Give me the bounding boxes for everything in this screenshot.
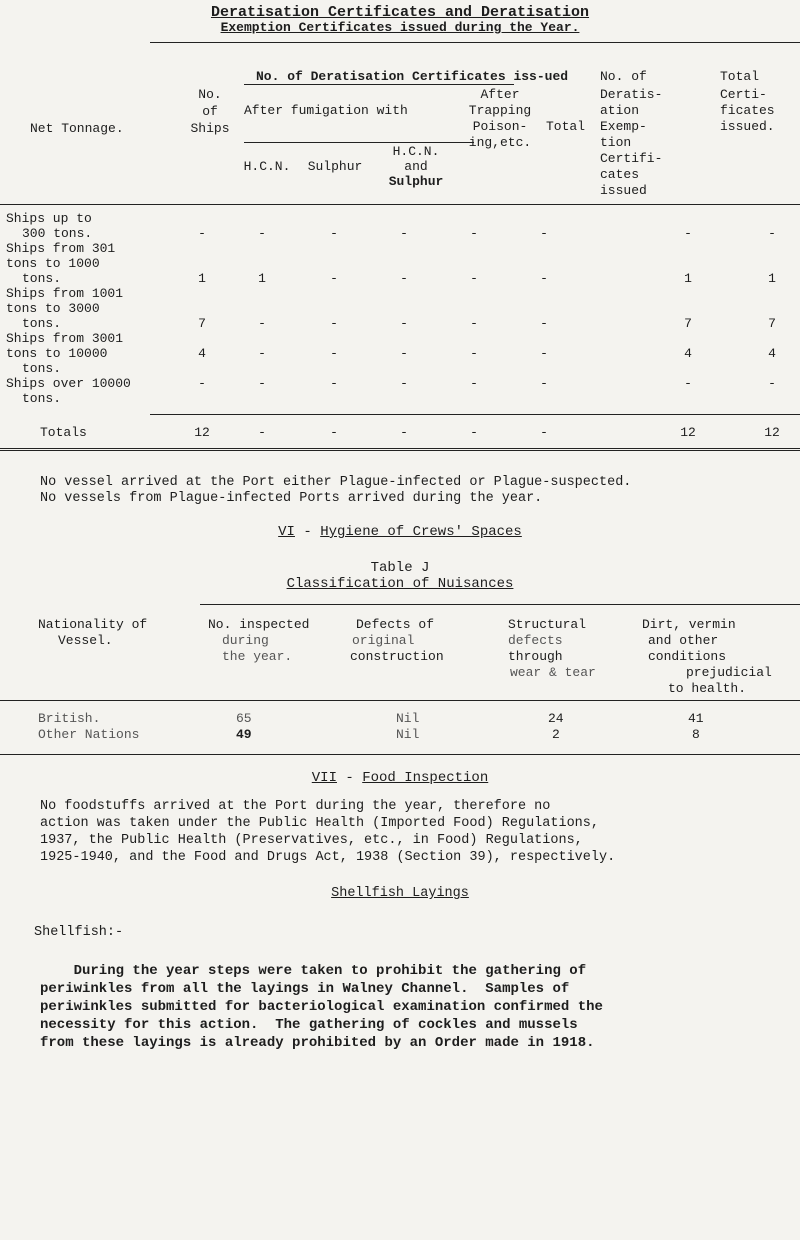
tj-nationality: Other Nations — [38, 727, 140, 742]
cell-hcn: - — [258, 226, 266, 241]
header-exemption-1: No. of — [600, 69, 647, 84]
header-bottom-rule — [0, 204, 800, 205]
cell-total-certificates: 1 — [768, 271, 776, 286]
cell-total: - — [540, 346, 548, 361]
cell-hcn: - — [258, 376, 266, 391]
tj-defects: Nil — [396, 711, 420, 726]
tj-header-inspected-3: the year. — [222, 649, 293, 664]
header-rule — [244, 142, 474, 143]
shellfish-paragraph-line: During the year steps were taken to prohibit the gathering of — [40, 963, 587, 979]
table-j-caption: Table J — [370, 560, 430, 576]
cell-exemption: 7 — [684, 316, 692, 331]
tj-dirt: 41 — [688, 711, 704, 726]
tj-header-inspected-1: No. inspected — [208, 617, 310, 632]
header-exemption-6: Certifi- — [600, 151, 663, 166]
total-ships: 12 — [194, 425, 210, 440]
row-label: Ships over 10000 — [6, 376, 131, 391]
tj-header-nationality-1: Nationality of — [38, 617, 148, 632]
row-label: Ships up to — [6, 211, 92, 226]
header-group-title: No. of Deratisation Certificates iss-ued — [256, 69, 569, 84]
food-paragraph-line: No foodstuffs arrived at the Port during the year, therefore no — [40, 799, 551, 814]
tj-dirt: 8 — [692, 727, 700, 742]
tj-header-defects-1: Defects of — [356, 617, 435, 632]
header-ships: Ships — [190, 121, 230, 136]
cell-ships: 4 — [198, 346, 206, 361]
header-exemption-5: tion — [600, 135, 632, 150]
shellfish-paragraph-line: periwinkles submitted for bacteriological examination confirmed the — [40, 999, 603, 1015]
tj-header-dirt-4: prejudicial — [686, 665, 772, 680]
total-total: - — [540, 425, 548, 440]
row-label: tons to 1000 — [6, 256, 100, 271]
tj-inspected: 65 — [236, 711, 252, 726]
header-of: of — [202, 104, 218, 119]
tj-header-defects-3: construction — [350, 649, 444, 664]
row-label: Ships from 301 — [6, 241, 116, 256]
shellfish-heading — [0, 886, 800, 901]
tj-header-structural-3: through — [508, 649, 563, 664]
cell-hcn-sulphur: - — [400, 226, 408, 241]
header-exemption-8: issued — [600, 183, 647, 198]
tj-header-inspected-2: during — [222, 633, 269, 648]
cell-hcn: 1 — [258, 271, 266, 286]
cell-total-certificates: - — [768, 226, 776, 241]
header-total-cert-1: Total — [720, 69, 760, 84]
row-label: tons to 10000 — [6, 346, 108, 361]
cell-ships: 7 — [198, 316, 206, 331]
header-hcn: H.C.N. — [243, 159, 291, 174]
row-label: Ships from 3001 — [6, 331, 124, 346]
cell-sulphur: - — [330, 226, 338, 241]
section-vi-heading: VI - Hygiene of Crews' Spaces — [278, 524, 522, 540]
tj-header-dirt-5: to health. — [668, 681, 747, 696]
food-paragraph-line: action was taken under the Public Health (Imported Food) Regulations, — [40, 816, 599, 831]
header-total-cert-2: Certi- — [720, 87, 767, 102]
header-no: No. — [198, 87, 222, 102]
cell-total: - — [540, 376, 548, 391]
total-hcn-sulphur: - — [400, 425, 408, 440]
header-after-trapping-2: Trapping — [468, 103, 532, 118]
tj-header-dirt-2: and other — [648, 633, 719, 648]
row-label: tons. — [22, 391, 62, 406]
header-after-trapping-3: Poison- — [472, 119, 528, 134]
cell-exemption: - — [684, 376, 692, 391]
total-trapping: - — [470, 425, 478, 440]
header-exemption-2: Deratis- — [600, 87, 663, 102]
section-vii-number: VII — [311, 770, 337, 786]
tj-header-nationality-2: Vessel. — [58, 633, 113, 648]
cell-total: - — [540, 271, 548, 286]
tj-defects: Nil — [396, 727, 420, 742]
shellfish-paragraph-line: necessity for this action. The gathering of cockles and mussels — [40, 1017, 578, 1033]
cell-sulphur: - — [330, 271, 338, 286]
shellfish-paragraph-line: periwinkles from all the layings in Walney Channel. Samples of — [40, 981, 570, 997]
cell-hcn-sulphur: - — [400, 346, 408, 361]
document-title: Deratisation Certificates and Deratisation — [210, 4, 590, 21]
tj-header-defects-2: original — [352, 633, 415, 648]
cell-ships: - — [198, 226, 206, 241]
cell-trapping: - — [470, 271, 478, 286]
row-label: tons. — [22, 271, 62, 286]
tj-structural: 24 — [548, 711, 564, 726]
tj-inspected: 49 — [236, 727, 252, 742]
section-vii-heading: VII - Food Inspection — [311, 770, 489, 786]
cell-total-certificates: 7 — [768, 316, 776, 331]
cell-ships: 1 — [198, 271, 206, 286]
cell-trapping: - — [470, 226, 478, 241]
cell-exemption: - — [684, 226, 692, 241]
note-plague-infected: No vessel arrived at the Port either Plague-infected or Plague-suspected. — [40, 475, 632, 490]
cell-total-certificates: 4 — [768, 346, 776, 361]
table-j-bottom-rule — [0, 754, 800, 755]
table-j-top-rule — [200, 604, 800, 605]
section-vi-title: Hygiene of Crews' Spaces — [320, 524, 522, 540]
total-total-certificates: 12 — [764, 425, 780, 440]
header-exemption-4: Exemp- — [600, 119, 647, 134]
cell-sulphur: - — [330, 376, 338, 391]
cell-trapping: - — [470, 346, 478, 361]
total-sulphur: - — [330, 425, 338, 440]
cell-hcn: - — [258, 346, 266, 361]
cell-hcn-sulphur: - — [400, 316, 408, 331]
cell-total: - — [540, 226, 548, 241]
row-label: tons. — [22, 361, 62, 376]
section-vii-title: Food Inspection — [362, 770, 489, 786]
header-after-trapping-4: ing,etc. — [468, 135, 532, 150]
header-after-trapping-1: After — [480, 87, 520, 102]
tj-header-structural-1: Structural — [508, 617, 587, 632]
table-top-rule — [150, 42, 800, 43]
tj-header-structural-2: defects — [508, 633, 563, 648]
food-paragraph-line: 1925-1940, and the Food and Drugs Act, 1938 (Section 39), respectively. — [40, 850, 616, 865]
totals-top-rule — [150, 414, 800, 415]
document-subtitle: Exemption Certificates issued during the Year. — [220, 20, 580, 35]
shellfish-heading-text: Shellfish Layings — [331, 886, 469, 901]
table-j-header-rule — [0, 700, 800, 701]
cell-total: - — [540, 316, 548, 331]
header-total-cert-4: issued. — [720, 119, 775, 134]
cell-trapping: - — [470, 316, 478, 331]
table-j-title — [0, 576, 800, 592]
header-after-fumigation: After fumigation with — [244, 103, 408, 118]
row-label: 300 tons. — [22, 226, 93, 241]
row-label: tons. — [22, 316, 62, 331]
cell-ships: - — [198, 376, 206, 391]
cell-trapping: - — [470, 376, 478, 391]
cell-exemption: 4 — [684, 346, 692, 361]
cell-sulphur: - — [330, 346, 338, 361]
header-exemption-3: ation — [600, 103, 640, 118]
header-hcn-sulphur-3: Sulphur — [388, 174, 444, 189]
header-total-cert-3: ficates — [720, 103, 775, 118]
tj-nationality: British. — [38, 711, 101, 726]
shellfish-paragraph-line: from these layings is already prohibited by an Order made in 1918. — [40, 1035, 595, 1051]
table-bottom-rule — [0, 448, 800, 451]
header-hcn-sulphur-1: H.C.N. — [392, 144, 440, 159]
note-plague-ports: No vessels from Plague-infected Ports arrived during the year. — [40, 491, 543, 506]
tj-header-dirt-1: Dirt, vermin — [642, 617, 736, 632]
total-exemption: 12 — [680, 425, 696, 440]
cell-total-certificates: - — [768, 376, 776, 391]
header-exemption-7: cates — [600, 167, 640, 182]
cell-hcn-sulphur: - — [400, 271, 408, 286]
header-rule — [244, 84, 514, 85]
total-hcn: - — [258, 425, 266, 440]
cell-exemption: 1 — [684, 271, 692, 286]
cell-hcn: - — [258, 316, 266, 331]
row-label: tons to 3000 — [6, 301, 100, 316]
totals-label: Totals — [40, 425, 87, 440]
section-vi-number: VI — [278, 524, 295, 540]
cell-sulphur: - — [330, 316, 338, 331]
header-sulphur: Sulphur — [307, 159, 363, 174]
table-j-title-text: Classification of Nuisances — [286, 576, 514, 592]
header-hcn-sulphur-2: and — [404, 159, 428, 174]
food-paragraph-line: 1937, the Public Health (Preservatives, etc., in Food) Regulations, — [40, 833, 583, 848]
cell-hcn-sulphur: - — [400, 376, 408, 391]
row-label: Ships from 1001 — [6, 286, 124, 301]
tj-header-structural-4: wear & tear — [510, 665, 596, 680]
header-total: Total — [546, 119, 586, 134]
tj-structural: 2 — [552, 727, 560, 742]
tj-header-dirt-3: conditions — [648, 649, 727, 664]
header-net-tonnage: Net Tonnage. — [30, 121, 124, 136]
shellfish-label: Shellfish:- — [34, 925, 124, 940]
